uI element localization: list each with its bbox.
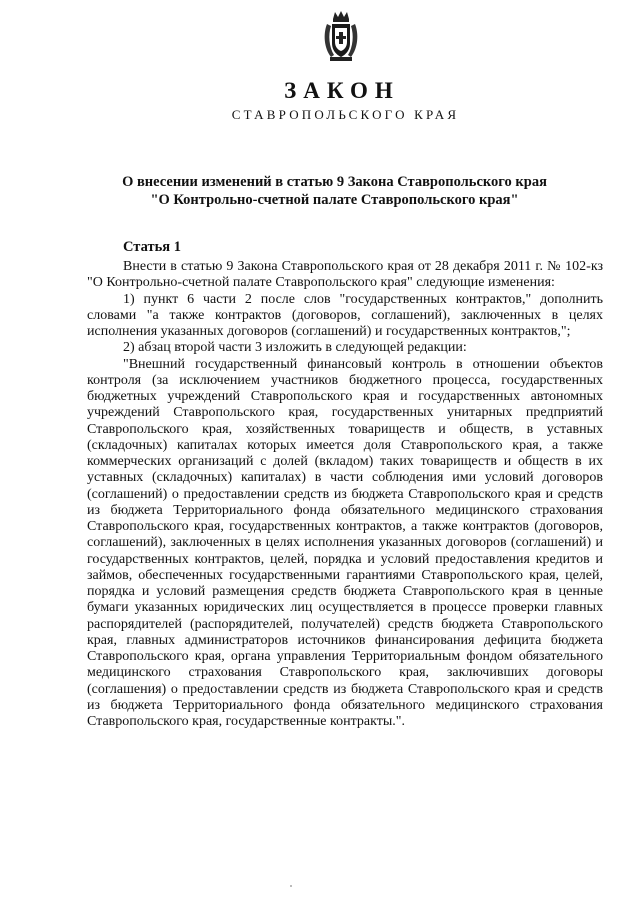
scan-speck <box>290 885 292 887</box>
law-title: ЗАКОН <box>284 78 400 103</box>
coat-of-arms-icon <box>323 10 359 62</box>
law-subtitle: СТАВРОПОЛЬСКОГО КРАЯ <box>231 107 460 122</box>
document-heading-line-2: "О Контрольно-счетной палате Ставропольского края" <box>150 192 519 208</box>
article-quote: "Внешний государственный финансовый контроль в отношении объектов контроля (за исключением участников бюджетного процесса, государственных бюджетных учреждений Ставропольского края и государственных автономных учреждений Ставропольского края, государственных унитарных предприятий Ставропольского края, хозяйственных товариществ и обществ, в уставных (складочных) капиталах которых имеется доля Ставропольского края, а также коммерческих организаций с долей (вкладом) таких товариществ и обществ в их уставных (складочных) капиталах) в части соблюдения ими условий договоров (соглашений) о предоставлении средств из бюджета Ставропольского края и средств из бюджета Территориального фонда обязательного медицинского страхования Ставропольского края, государственных контрактов, а также контрактов (договоров, соглашений), заключенных в целях исполнения указанных договоров (соглашений) и государственных контрактов, целей, порядка и условий предоставления кредитов и займов, обеспеченных государственными гарантиями Ставропольского края, целей, порядка и условий размещения средств бюджета Ставропольского края в ценные бумаги указанных юридических лиц осуществляется в процессе проверки главных распорядителей (распорядителей, получателей) средств бюджета Ставропольского края, главных администраторов источников финансирования дефицита бюджета Ставропольского края, органа управления Территориальным фондом обязательного медицинского страхования Ставропольского края, заключивших договоры (соглашения) о предоставлении средств из бюджета Ставропольского края и средств из бюджета Территориального фонда обязательного медицинского страхования Ставропольского края, государственные контракты.". <box>87 356 603 729</box>
article-intro: Внести в статью 9 Закона Ставропольского края от 28 декабря 2011 г. № 102-кз "О Контрольно-счетной палате Ставропольского края" следующие изменения: <box>87 259 603 291</box>
article-item-2: 2) абзац второй части 3 изложить в следующей редакции: <box>123 340 467 356</box>
article-title: Статья 1 <box>123 239 181 255</box>
article-item-1: 1) пункт 6 части 2 после слов "государственных контрактов," дополнить словами "а также контрактов (договоров, соглашений), заключенных в целях исполнения указанных договоров (соглашений) и государственных контрактов,"; <box>87 291 603 339</box>
article-body <box>87 259 603 730</box>
document-heading-line-1: О внесении изменений в статью 9 Закона Ставропольского края <box>122 174 547 190</box>
